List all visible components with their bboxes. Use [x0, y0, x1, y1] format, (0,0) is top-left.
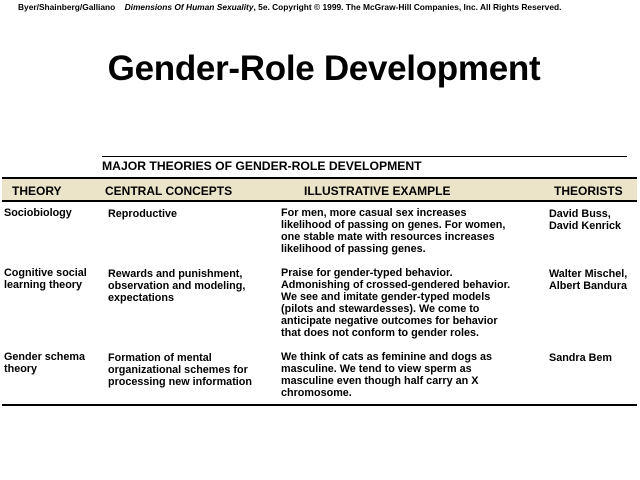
slide-title: Gender-Role Development [107, 49, 541, 88]
theory-cell: Gender schema theory [4, 351, 86, 375]
theorists-cell: Walter Mischel, Albert Bandura [549, 268, 628, 292]
rights-text: , 5e. Copyright © 1999. The McGraw-Hill Companies, Inc. All Rights Reserved. [253, 2, 562, 12]
table-header-bar [2, 177, 637, 202]
caption-rule [102, 156, 627, 157]
example-cell: Praise for gender-typed behavior. Admonishing of crossed-gendered behavior. We see and imitate gender-typed models (pilots and stewardesses). We come to anticipate negative outcomes for behavior that does not conform to gender roles. [281, 267, 511, 339]
copyright-line [18, 2, 638, 12]
concepts-cell: Formation of mental organizational schemes for processing new information [108, 352, 252, 388]
concepts-cell: Rewards and punishment, observation and modeling, expectations [108, 268, 246, 304]
example-cell: For men, more casual sex increases likelihood of passing on genes. For women, one stable mate with resources increases likelihood of passing genes. [281, 207, 506, 255]
theory-cell: Sociobiology [4, 207, 72, 219]
book-title-text: Dimensions Of Human Sexuality [124, 2, 254, 12]
column-header-illustrative-example: ILLUSTRATIVE EXAMPLE [304, 184, 451, 198]
example-cell: We think of cats as feminine and dogs as masculine. We tend to view sperm as masculine even though half carry an X chromosome. [281, 351, 492, 399]
column-header-theory: THEORY [12, 184, 62, 198]
column-header-theorists: THEORISTS [554, 184, 623, 198]
theorists-cell: Sandra Bem [549, 352, 613, 364]
concepts-cell: Reproductive [108, 208, 177, 220]
authors-text: Byer/Shainberg/Galliano [18, 2, 116, 12]
table-bottom-rule [2, 404, 637, 406]
table-caption: MAJOR THEORIES OF GENDER-ROLE DEVELOPMENT [102, 159, 422, 173]
theorists-cell: David Buss, David Kenrick [549, 208, 622, 232]
column-header-central-concepts: CENTRAL CONCEPTS [105, 184, 233, 198]
theory-cell: Cognitive social learning theory [4, 267, 87, 291]
